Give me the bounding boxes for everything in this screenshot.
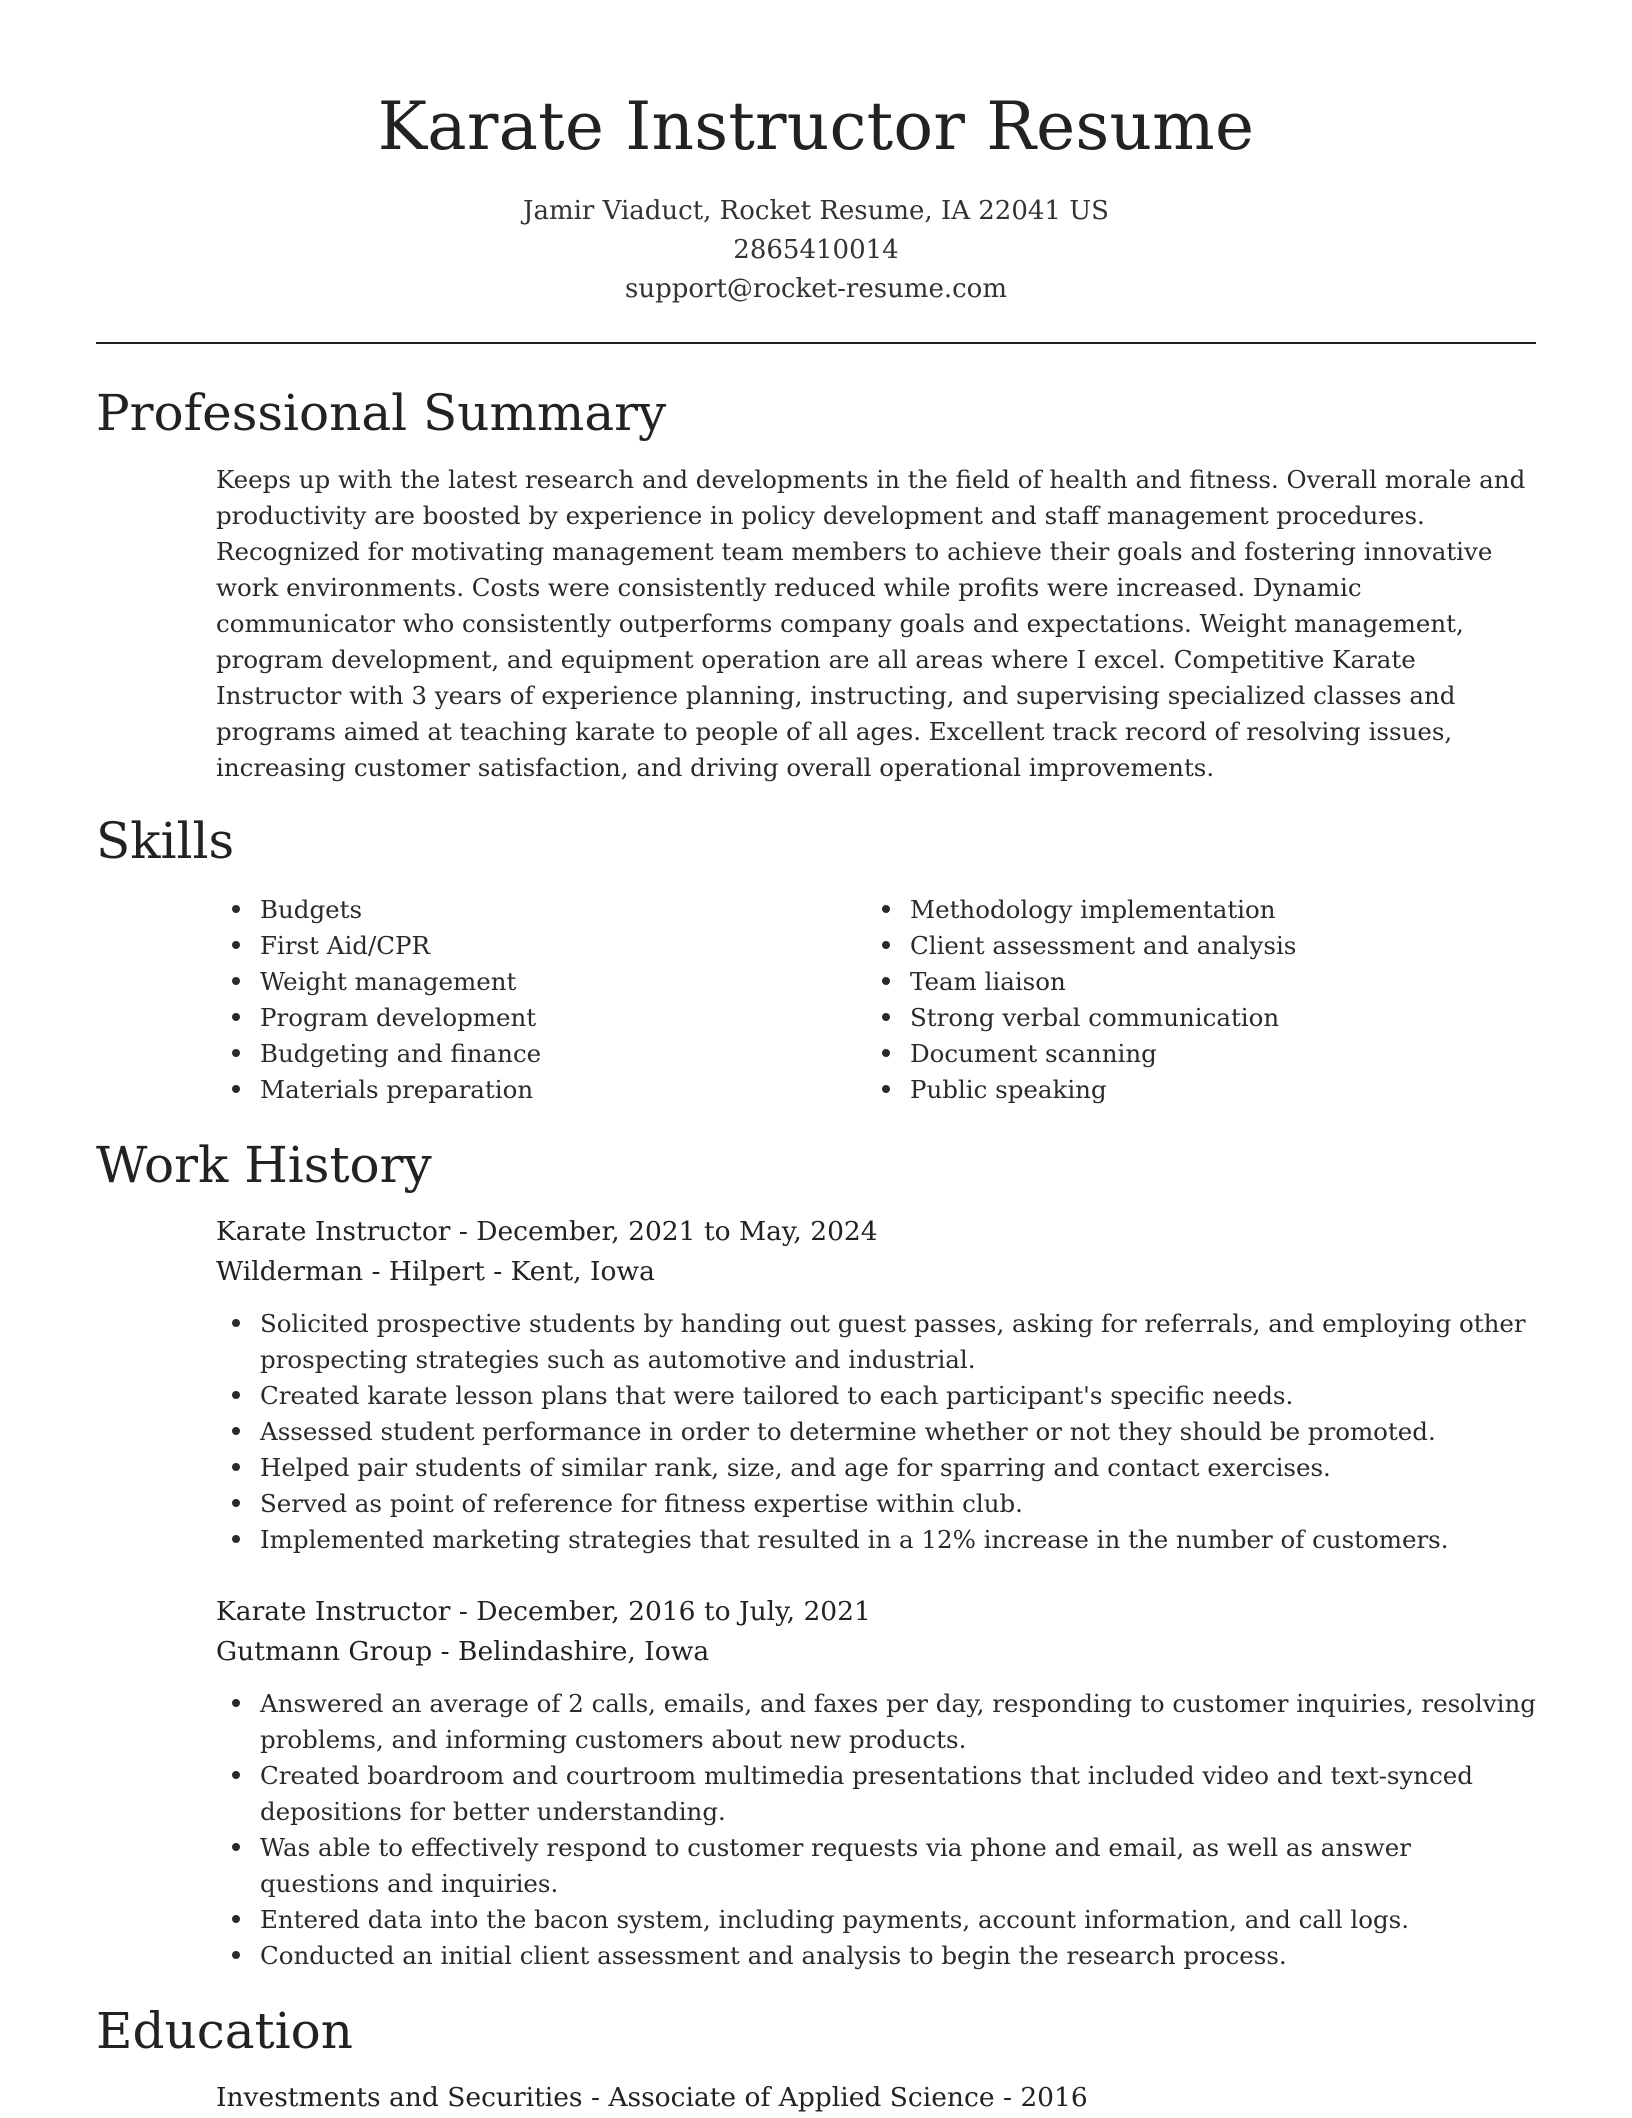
job-bullet-text: Entered data into the bacon system, including payments, account information, and call logs. (260, 1905, 1409, 1934)
education-entry: Investments and Securities - Associate of Applied Science - 2016 (216, 2082, 1088, 2113)
job-bullet-text: Solicited prospective students by handing out guest passes, asking for referrals, and employing other prospecting strategies such as automotive and industrial. (260, 1309, 1526, 1374)
bullet-dot (232, 1427, 240, 1435)
skill-item (866, 1000, 1526, 1036)
skill-text: Materials preparation (260, 1075, 534, 1104)
bullet-dot (882, 1013, 890, 1021)
job-bullet (216, 1414, 1536, 1450)
job-bullet (216, 1522, 1536, 1558)
skill-item (866, 1072, 1526, 1108)
job-bullets (216, 1686, 1536, 1974)
skill-item (216, 1072, 816, 1108)
skill-item (866, 928, 1526, 964)
skill-text: Strong verbal communication (910, 1003, 1280, 1032)
bullet-dot (882, 905, 890, 913)
skill-item (216, 964, 816, 1000)
summary-text: Keeps up with the latest research and developments in the field of health and fitness. Overall morale and productivity are boosted by experience in policy development and staff management procedures. Recognized for motivating management team members to achieve their goals and fostering innovative work environments. Costs were consistently reduced while profits were increased. Dynamic communicator who consistently outperforms company goals and expectations. Weight management, program development, and equipment operation are all areas where I excel. Competitive Karate Instructor with 3 years of experience planning, instructing, and supervising specialized classes and programs aimed at teaching karate to people of all ages. Excellent track record of resolving issues, increasing customer satisfaction, and driving overall operational improvements. (216, 465, 1526, 782)
skill-text: Budgets (260, 895, 363, 924)
bullet-dot (232, 1463, 240, 1471)
skill-item (866, 964, 1526, 1000)
skill-text: Weight management (260, 967, 517, 996)
bullet-dot (232, 1391, 240, 1399)
skill-item (216, 928, 816, 964)
contact-email: support@rocket-resume.com (624, 274, 1007, 304)
job-bullet-text: Was able to effectively respond to customer requests via phone and email, as well as answer questions and inquiries. (260, 1833, 1411, 1898)
job-bullet-text: Created boardroom and courtroom multimedia presentations that included video and text-synced depositions for better understanding. (260, 1761, 1473, 1826)
job-bullet (216, 1306, 1536, 1378)
job-bullet (216, 1486, 1536, 1522)
job-bullet (216, 1686, 1536, 1758)
job-bullet-text: Helped pair students of similar rank, size, and age for sparring and contact exercises. (260, 1453, 1331, 1482)
skill-item (216, 892, 816, 928)
job-bullet (216, 1902, 1536, 1938)
bullet-dot (232, 941, 240, 949)
skill-item (216, 1036, 816, 1072)
bullet-dot (232, 1843, 240, 1851)
skills-list-left (216, 892, 816, 1108)
job-company-line: Wilderman - Hilpert - Kent, Iowa (216, 1256, 655, 1287)
job-bullet-text: Implemented marketing strategies that resulted in a 12% increase in the number of customers. (260, 1525, 1449, 1554)
bullet-dot (232, 1915, 240, 1923)
job-bullet (216, 1938, 1536, 1974)
bullet-dot (232, 1771, 240, 1779)
job-bullet-text: Answered an average of 2 calls, emails, and faxes per day, responding to customer inquiries, resolving problems, and informing customers about new products. (260, 1689, 1536, 1754)
contact-block (0, 192, 1632, 309)
skill-text: Team liaison (910, 967, 1066, 996)
job-company-line: Gutmann Group - Belindashire, Iowa (216, 1636, 710, 1667)
bullet-dot (232, 1013, 240, 1021)
bullet-dot (232, 1951, 240, 1959)
skill-text: First Aid/CPR (260, 931, 430, 960)
bullet-dot (882, 1085, 890, 1093)
section-title-work-history: Work History (96, 1136, 432, 1194)
contact-phone: 2865410014 (733, 235, 899, 265)
bullet-dot (232, 1319, 240, 1327)
job-title-line: Karate Instructor - December, 2016 to July, 2021 (216, 1596, 871, 1627)
job-bullet-text: Assessed student performance in order to determine whether or not they should be promoted. (260, 1417, 1436, 1446)
section-title-skills: Skills (96, 812, 235, 870)
skill-text: Client assessment and analysis (910, 931, 1297, 960)
section-title-summary: Professional Summary (96, 384, 667, 442)
job-bullet (216, 1758, 1536, 1830)
bullet-dot (232, 1085, 240, 1093)
skill-text: Methodology implementation (910, 895, 1276, 924)
job-bullets (216, 1306, 1536, 1558)
header-divider (96, 342, 1536, 344)
bullet-dot (232, 977, 240, 985)
skill-text: Program development (260, 1003, 537, 1032)
job-bullet-text: Created karate lesson plans that were tailored to each participant's specific needs. (260, 1381, 1294, 1410)
bullet-dot (232, 905, 240, 913)
job-bullet (216, 1378, 1536, 1414)
skill-text: Public speaking (910, 1075, 1107, 1104)
bullet-dot (232, 1049, 240, 1057)
skill-item (216, 1000, 816, 1036)
job-bullet-text: Conducted an initial client assessment and analysis to begin the research process. (260, 1941, 1287, 1970)
job-bullet-text: Served as point of reference for fitness expertise within club. (260, 1489, 1023, 1518)
skill-item (866, 892, 1526, 928)
bullet-dot (882, 941, 890, 949)
job-title-line: Karate Instructor - December, 2021 to May, 2024 (216, 1216, 878, 1247)
bullet-dot (882, 1049, 890, 1057)
contact-address: Jamir Viaduct, Rocket Resume, IA 22041 US (523, 196, 1109, 226)
skill-text: Document scanning (910, 1039, 1157, 1068)
bullet-dot (232, 1699, 240, 1707)
bullet-dot (882, 977, 890, 985)
skills-list-right (866, 892, 1526, 1108)
skill-item (866, 1036, 1526, 1072)
job-bullet (216, 1830, 1536, 1902)
resume-title: Karate Instructor Resume (377, 88, 1255, 165)
bullet-dot (232, 1535, 240, 1543)
job-bullet (216, 1450, 1536, 1486)
section-title-education: Education (96, 2002, 353, 2060)
bullet-dot (232, 1499, 240, 1507)
skill-text: Budgeting and finance (260, 1039, 542, 1068)
